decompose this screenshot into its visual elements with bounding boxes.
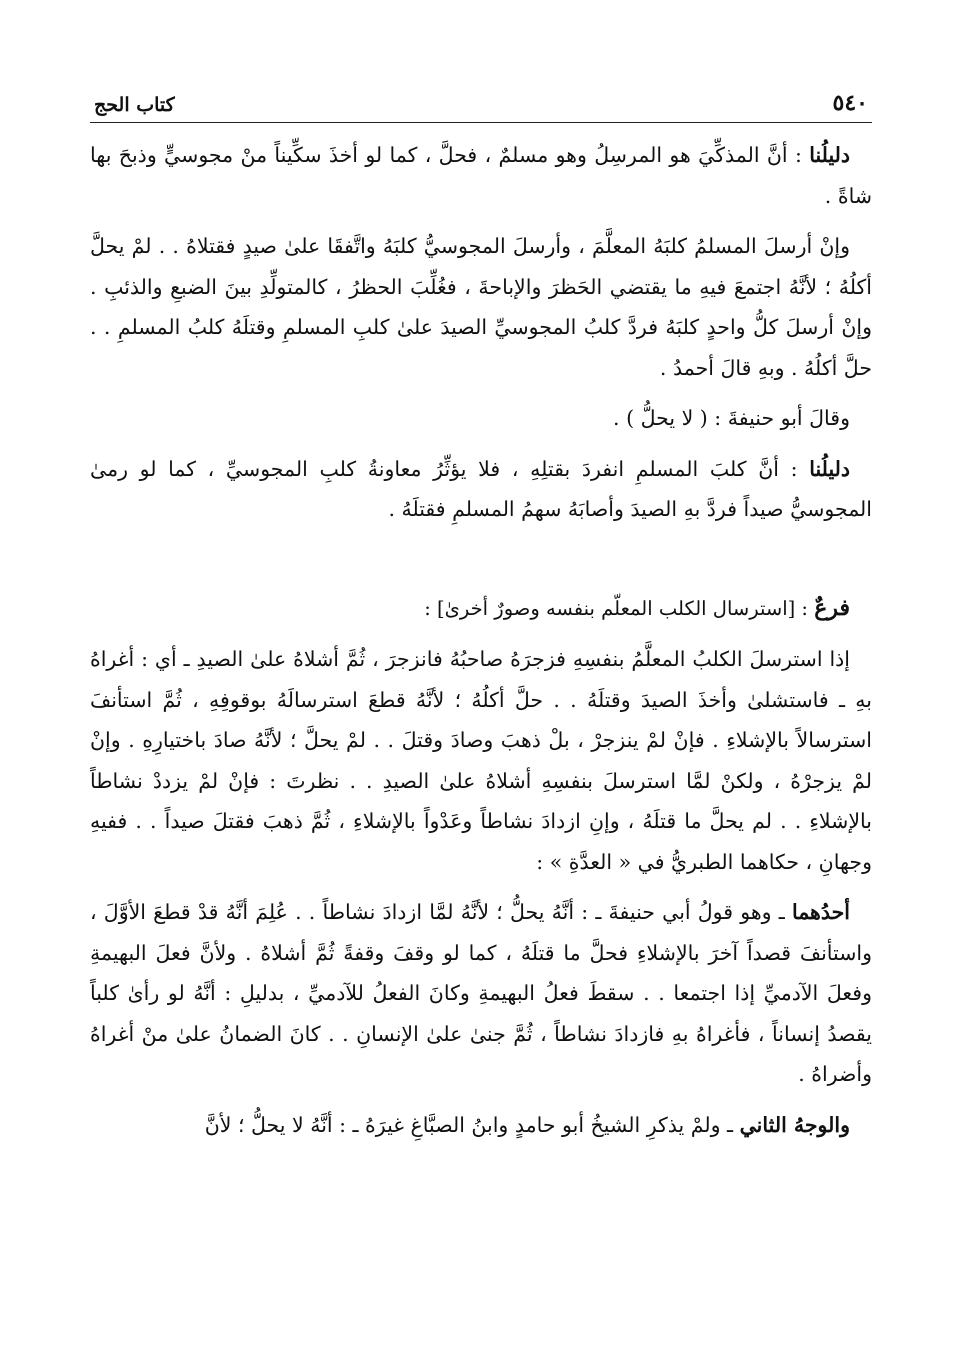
paragraph-lead: أحدُهما [791,900,850,924]
paragraph-lead: دليلُنا [809,456,850,481]
paragraph-text: وإنْ أرسلَ المسلمُ كلبَهُ المعلَّمَ ، وأرسلَ المجوسيُّ كلبَهُ واتَّفقَا علىٰ صيدٍ فقتلاهُ . . لمْ يحلَّ أكلُهُ ؛ لأنَّهُ اجتمعَ فيهِ ما يقتضي الحَظرَ والإباحةَ ، فغُلِّبَ الحظرُ ، كالمتولِّدِ بينَ الضبعِ والذئبِ . وإنْ أرسلَ كلُّ واحدٍ كلبَهُ فردَّ كلبُ المجوسيِّ الصيدَ علىٰ كلبِ المسلمِ وقتلَهُ كلبُ المسلمِ . . حلَّ أكلُهُ . وبهِ قالَ أحمدُ . [90,234,872,380]
book-title: كتاب الحج [94,94,175,116]
paragraph-evidence-2 [90,449,872,530]
page-number: ٥٤٠ [832,90,868,116]
paragraph-text: : أنَّ كلبَ المسلمِ انفردَ بقتلِهِ ، فلا يؤثِّرُ معاونةُ كلبِ المجوسيِّ ، كما لو رمىٰ المجوسيُّ صيداً فردَّ بهِ الصيدَ وأصابَهُ سهمُ المسلمِ فقتلَهُ . [90,456,872,521]
paragraph-text: وقالَ أبو حنيفةَ : ( لا يحلُّ ) . [613,406,850,430]
paragraph-second-view [90,1105,872,1146]
paragraph-lead: والوجهُ الثاني [739,1112,850,1137]
paragraph-text: إذا استرسلَ الكلبُ المعلَّمُ بنفسِهِ فزجرَهُ صاحبُهُ فانزجرَ ، ثُمَّ أشلاهُ علىٰ الصيدِ ـ أي : أغراهُ بهِ ـ فاستشلىٰ وأخذَ الصيدَ وقتلَهُ . . حلَّ أكلُهُ ؛ لأنَّهُ قطعَ استرسالَهُ بوقوفِهِ ، ثُمَّ استأنفَ استرسالاً بالإشلاءِ . فإنْ لمْ ينزجرْ ، بلْ ذهبَ وصادَ وقتلَ . . لمْ يحلَّ ؛ لأنَّهُ صادَ باختيارِهِ . وإنْ لمْ يزجرْهُ ، ولكنْ لمَّا استرسلَ بنفسِهِ أشلاهُ علىٰ الصيدِ . . نظرتَ : فإنْ لمْ يزددْ نشاطاً بالإشلاءِ . . لم يحلَّ ما قتلَهُ ، وإنِ ازدادَ نشاطاً وعَدْواً بالإشلاءِ ، ثُمَّ ذهبَ فقتلَ صيداً . . ففيهِ وجهانِ ، حكاهما الطبريُّ في « العدَّةِ » : [90,647,872,874]
section-title: : [استرسال الكلب المعلّم بنفسه وصورٌ أخرىٰ] : [424,596,815,620]
paragraph-text: : أنَّ المذكِّيَ هو المرسِلُ وهو مسلمٌ ، فحلَّ ، كما لو أخذَ سكِّيناً منْ مجوسيٍّ وذبحَ بها شاةً . [90,143,872,208]
paragraph-lead: دليلُنا [809,143,850,167]
paragraph-self-release [90,639,872,882]
paragraph-first-view [90,892,872,1095]
section-label: فرعٌ [814,594,850,621]
body-text [90,135,872,1145]
paragraph-text: ـ ولمْ يذكرِ الشيخُ أبو حامدٍ وابنُ الصبَّاغِ غيرَهُ ـ : أنَّهُ لا يحلُّ ؛ لأنَّ [204,1112,740,1137]
paragraph-abu-hanifa [90,398,872,439]
section-heading [90,588,872,630]
paragraph-evidence-1 [90,135,872,216]
paragraph-two-dogs [90,226,872,388]
paragraph-text: ـ وهو قولُ أبي حنيفةَ ـ : أنَّهُ يحلُّ ؛ لأنَّهُ لمَّا ازدادَ نشاطاً . . عُلِمَ أنَّهُ قدْ قطعَ الأوَّلَ ، واستأنفَ قصداً آخرَ بالإشلاءِ فحلَّ ما قتلَهُ ، كما لو وقفَ وقفةً ثُمَّ أشلاهُ . ولأنَّ فعلَ البهيمةِ وفعلَ الآدميِّ إذا اجتمعا . . سقطَ فعلُ البهيمةِ وكانَ الفعلُ للآدميِّ ، بدليلِ : أنَّهُ لو رأىٰ كلباً يقصدُ إنساناً ، فأغراهُ بهِ فازدادَ نشاطاً ، ثُمَّ جنىٰ علىٰ الإنسانِ . . كانَ الضمانُ علىٰ منْ أغراهُ وأضراهُ . [90,900,872,1086]
running-header [90,82,872,123]
